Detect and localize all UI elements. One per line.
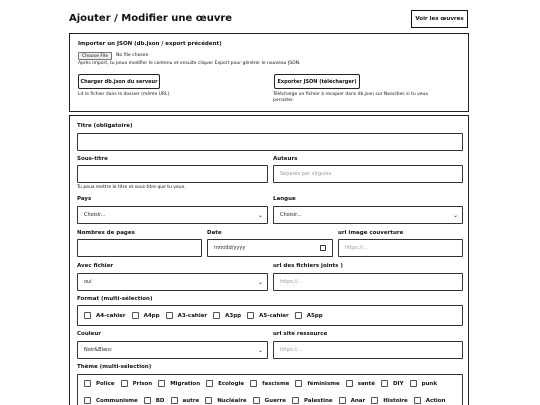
ressource-input[interactable]: https://...: [273, 341, 463, 359]
format-label: Format (multi-sélection): [77, 296, 153, 302]
theme-options-row: [84, 397, 451, 404]
fichiers-label: url des fichiers joints ): [273, 263, 343, 269]
theme-checkbox[interactable]: [346, 380, 353, 387]
theme-checkbox[interactable]: [410, 380, 417, 387]
theme-checkbox[interactable]: [253, 397, 260, 404]
cover-input[interactable]: https://...: [338, 239, 463, 257]
theme-checkbox[interactable]: [206, 380, 213, 387]
theme-option-label: Action: [425, 397, 446, 404]
date-value: mm/dd/yyyy: [214, 245, 246, 251]
theme-checkbox[interactable]: [414, 397, 421, 404]
work-form: [69, 115, 469, 405]
theme-option-label: Migration: [170, 380, 201, 387]
format-option-label: A3pp: [225, 312, 242, 319]
avecfichier-select[interactable]: [77, 273, 268, 291]
format-checkbox[interactable]: [247, 312, 254, 319]
date-input[interactable]: [207, 239, 333, 257]
import-hint: Après import, tu peux modifier le contenu et ensuite cliquer Export pour générer le nouveau JSON.: [78, 61, 301, 66]
format-option-label: A3-cahier: [177, 312, 208, 319]
pages-label: Nombres de pages: [77, 230, 135, 236]
pays-select[interactable]: [77, 206, 268, 224]
import-panel: [69, 33, 469, 112]
theme-option-label: Guerre: [264, 397, 286, 404]
auteurs-label: Auteurs: [273, 156, 298, 162]
fichiers-input[interactable]: https://...: [273, 273, 463, 291]
theme-option-label: santé: [357, 380, 375, 387]
theme-option-label: fascisme: [262, 380, 290, 387]
page-title: Ajouter / Modifier une œuvre: [69, 13, 233, 24]
theme-checkbox[interactable]: [339, 397, 346, 404]
format-checkbox[interactable]: [213, 312, 220, 319]
file-name-text: No file chosen: [116, 53, 149, 58]
theme-checkbox[interactable]: [295, 380, 302, 387]
format-option-label: A5-cahier: [259, 312, 289, 319]
import-title: Importer un JSON (db.json / export précédent): [78, 41, 222, 47]
date-label: Date: [207, 230, 222, 236]
view-works-button[interactable]: Voir les œuvres: [411, 10, 468, 28]
theme-option-label: Prison: [132, 380, 153, 387]
theme-group: [77, 374, 463, 405]
theme-option-label: punk: [421, 380, 437, 387]
chevron-down-icon: ⌄: [257, 279, 263, 286]
titre-label: Titre (obligatoire): [77, 123, 133, 129]
couleur-select[interactable]: [77, 341, 268, 359]
theme-checkbox[interactable]: [371, 397, 378, 404]
chevron-down-icon: ⌄: [452, 212, 458, 219]
theme-option-label: Anar: [350, 397, 366, 404]
titre-hint: Tu peux mettre le titre et sous-titre que tu veux.: [77, 185, 186, 190]
format-checkbox[interactable]: [132, 312, 139, 319]
theme-option-label: autre: [182, 397, 200, 404]
theme-checkbox[interactable]: [158, 380, 165, 387]
theme-options-row: [84, 380, 443, 387]
theme-option-label: Histoire: [383, 397, 408, 404]
format-group: [77, 305, 463, 326]
theme-checkbox[interactable]: [144, 397, 151, 404]
pays-value: Choisir...: [84, 212, 106, 218]
langue-value: Choisir...: [280, 212, 302, 218]
format-options: [84, 312, 329, 319]
titre-input[interactable]: [77, 133, 463, 151]
soustitre-label: Sous-titre: [77, 156, 108, 162]
langue-label: Langue: [273, 196, 296, 202]
theme-checkbox[interactable]: [205, 397, 212, 404]
calendar-icon[interactable]: [320, 245, 326, 251]
format-option-label: A5pp: [306, 312, 323, 319]
auteurs-input[interactable]: Séparés par virgules: [273, 165, 463, 183]
pages-input[interactable]: [77, 239, 202, 257]
format-option-label: A4-cahier: [96, 312, 126, 319]
theme-checkbox[interactable]: [121, 380, 128, 387]
load-db-button[interactable]: Charger db.json du serveur: [78, 74, 160, 89]
langue-select[interactable]: [273, 206, 463, 224]
theme-option-label: Ecologie: [218, 380, 245, 387]
format-option-label: A4pp: [143, 312, 160, 319]
theme-checkbox[interactable]: [250, 380, 257, 387]
choose-file-button[interactable]: Choose File: [78, 52, 112, 60]
theme-option-label: DIY: [392, 380, 404, 387]
cover-label: url image couverture: [338, 230, 404, 236]
theme-option-label: Palestine: [303, 397, 333, 404]
format-checkbox[interactable]: [166, 312, 173, 319]
export-note-cont: persister.: [273, 98, 294, 103]
load-note: Lit le fichier dans le dossier (même URL).: [78, 92, 171, 97]
format-checkbox[interactable]: [295, 312, 302, 319]
chevron-down-icon: ⌄: [257, 347, 263, 354]
theme-checkbox[interactable]: [84, 380, 91, 387]
theme-checkbox[interactable]: [84, 397, 91, 404]
theme-option-label: Nucléaire: [217, 397, 247, 404]
export-note: Télécharge un fichier à recopier dans db.json sur Neocities si tu veux: [273, 92, 429, 97]
couleur-label: Couleur: [77, 331, 101, 337]
export-json-button[interactable]: Exporter JSON (télécharger): [274, 74, 360, 89]
ressource-label: url site ressource: [273, 331, 328, 337]
soustitre-input[interactable]: [77, 165, 268, 183]
chevron-down-icon: ⌄: [257, 212, 263, 219]
theme-label: Thème (multi-sélection): [77, 364, 152, 370]
theme-checkbox[interactable]: [381, 380, 388, 387]
theme-option-label: Police: [96, 380, 115, 387]
theme-option-label: BD: [155, 397, 165, 404]
theme-option-label: Communisme: [96, 397, 138, 404]
couleur-value: Noir&Blanc: [84, 347, 112, 353]
avecfichier-label: Avec fichier: [77, 263, 114, 269]
avecfichier-value: oui: [84, 279, 92, 285]
theme-checkbox[interactable]: [171, 397, 178, 404]
theme-option-label: féminisme: [307, 380, 340, 387]
pays-label: Pays: [77, 196, 92, 202]
theme-checkbox[interactable]: [292, 397, 299, 404]
format-checkbox[interactable]: [84, 312, 91, 319]
